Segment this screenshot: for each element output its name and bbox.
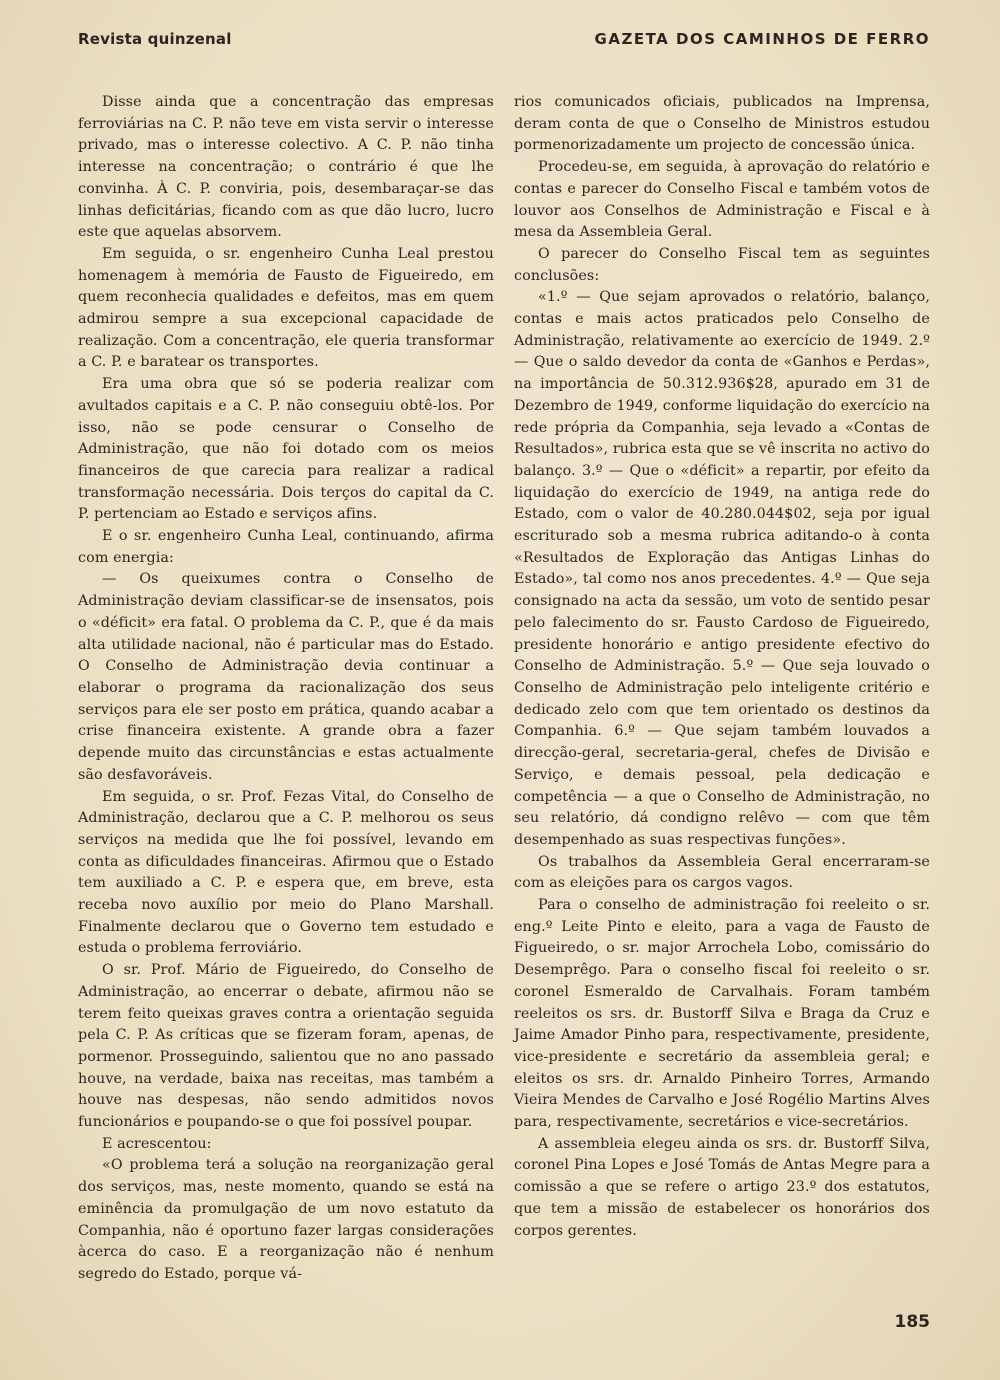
page-number: 185 xyxy=(894,1312,930,1332)
paragraph: Disse ainda que a concentração das empresas ferroviárias na C. P. não teve em vista servir o interesse privado, mas o interesse colectivo. A C. P. não tinha interesse na concentração; o contrário é que lhe convinha. À C. P. conviria, pois, desembaraçar-se das linhas deficitárias, ficando com as que dão lucro, lucro este que aquelas absorvem. xyxy=(78,94,494,241)
running-header xyxy=(78,30,930,54)
paragraph: — Os queixumes contra o Conselho de Administração deviam classificar-se de insensatos, pois o «déficit» era fatal. O problema da C. P., que é da mais alta utilidade nacional, não é particular mas do Estado. O Conselho de Administração devia continuar a elaborar o programa da racionalização dos seus serviços para ele ser posto em prática, quando acabar a crise financeira existente. A grande obra a fazer depende muito das circunstâncias e estas actualmente são desfavoráveis. xyxy=(78,571,494,783)
header-publication-title: GAZETA DOS CAMINHOS DE FERRO xyxy=(594,30,930,48)
header-publication-frequency: Revista quinzenal xyxy=(78,30,232,48)
paragraph-continued: rios comunicados oficiais, publicados na Imprensa, deram conta de que o Conselho de Ministros estudou pormenorizadamente um projecto de concessão única. xyxy=(514,94,930,154)
paragraph: Os trabalhos da Assembleia Geral encerraram-se com as eleições para os cargos vagos. xyxy=(514,853,930,892)
paragraph: Era uma obra que só se poderia realizar com avultados capitais e a C. P. não conseguiu obtê-los. Por isso, não se pode censurar o Conselho de Administração, que não foi dotado com os meios financeiros de que carecia para realizar a radical transformação necessária. Dois terços do capital da C. P. pertenciam ao Estado e serviços afins. xyxy=(78,376,494,523)
paragraph: O parecer do Conselho Fiscal tem as seguintes conclusões: xyxy=(514,245,930,284)
paragraph: Em seguida, o sr. engenheiro Cunha Leal prestou homenagem à memória de Fausto de Figueiredo, em quem reconhecia qualidades e defeitos, mas em quem admirou sempre a sua excepcional capacidade de realização. Com a concentração, ele queria transformar a C. P. e baratear os transportes. xyxy=(78,245,494,371)
paragraph: E o sr. engenheiro Cunha Leal, continuando, afirma com energia: xyxy=(78,528,494,566)
right-column xyxy=(514,92,930,1242)
paragraph: Em seguida, o sr. Prof. Fezas Vital, do Conselho de Administração, declarou que a C. P. melhorou os seus serviços na medida que lhe foi possível, levando em conta as dificuldades financeiras. Afirmou que o Estado tem auxiliado a C. P. e espera que, em breve, esta receba novo auxílio por meio do Plano Marshall. Finalmente declarou que o Governo tem estudado e estuda o problema ferroviário. xyxy=(78,788,494,957)
paragraph: Para o conselho de administração foi reeleito o sr. eng.º Leite Pinto e eleito, para a vaga de Fausto de Figueiredo, o sr. major Arrochela Lobo, comissário do Desemprêgo. Para o conselho fiscal foi reeleito o sr. coronel Esmeraldo de Carvalhais. Foram também reeleitos os srs. dr. Bustorff Silva e Braga da Cruz e Jaime Amador Pinho para, respectivamente, presidente, vice-presidente e secretário da assembleia geral; e eleitos os srs. dr. Arnaldo Pinheiro Torres, Armando Vieira Mendes de Carvalho e José Rogélio Martins Alves para, respectivamente, secretários e vice-secretários. xyxy=(514,897,930,1131)
paragraph: E acrescentou: xyxy=(102,1135,212,1152)
paragraph: A assembleia elegeu ainda os srs. dr. Bustorff Silva, coronel Pina Lopes e José Tomás de Antas Megre para a comissão a que se refere o artigo 23.º dos estatutos, que tem a missão de estabelecer os honorários dos corpos gerentes. xyxy=(514,1135,930,1239)
paragraph: «1.º — Que sejam aprovados o relatório, balanço, contas e mais actos praticados pelo Conselho de Administração, relativamente ao exercício de 1949. 2.º — Que o saldo devedor da conta de «Ganhos e Perdas», na importância de 50.312.936$28, apurado em 31 de Dezembro de 1949, conforme liquidação do exercício na rede própria da Companhia, seja levado a «Contas de Resultados», rubrica esta que se vê inscrita no activo do balanço. 3.º — Que o «déficit» a repartir, por efeito da liquidação do exercício de 1949, na antiga rede do Estado, com o valor de 40.280.044$02, seja por igual escriturado sob a mesma rubrica aditando-o à conta «Resultados de Exploração das Antigas Linhas do Estado», tal como nos anos precedentes. 4.º — Que seja consignado na acta da sessão, um voto de sentido pesar pelo falecimento do sr. Fausto Cardoso de Figueiredo, presidente honorário e antigo presidente efectivo do Conselho de Administração. 5.º — Que seja louvado o Conselho de Administração pelo inteligente critério e dedicado zelo com que tem orientado os destinos da Companhia. 6.º — Que sejam também louvados a direcção-geral, secretaria-geral, chefes de Divisão e Serviço, e demais pessoal, pela dedicação e competência — a que o Conselho de Administração, no seu relatório, dá condigno relêvo — com que têm desempenhado as suas respectivas funções». xyxy=(514,289,930,848)
paragraph: O sr. Prof. Mário de Figueiredo, do Conselho de Administração, ao encerrar o debate, afirmou não se terem feito queixas graves contra a orientação seguida pela C. P. As críticas que se fizeram foram, apenas, de pormenor. Prosseguindo, salientou que no ano passado houve, na verdade, baixa nas receitas, mas também a houve nas despesas, não sendo admitidos novos funcionários e poupando-se o que foi possível poupar. xyxy=(78,962,494,1131)
paragraph: «O problema terá a solução na reorganização geral dos serviços, mas, neste momento, quando se está na eminência da promulgação de um novo estatuto da Companhia, não é oportuno fazer largas considerações àcerca do caso. E a reorganização não é nenhum segredo do Estado, porque vá- xyxy=(78,1157,494,1282)
paragraph: Procedeu-se, em seguida, à aprovação do relatório e contas e parecer do Conselho Fiscal e também votos de louvor aos Conselhos de Administração e Fiscal e à mesa da Assembleia Geral. xyxy=(514,159,930,241)
left-column xyxy=(78,92,494,1286)
